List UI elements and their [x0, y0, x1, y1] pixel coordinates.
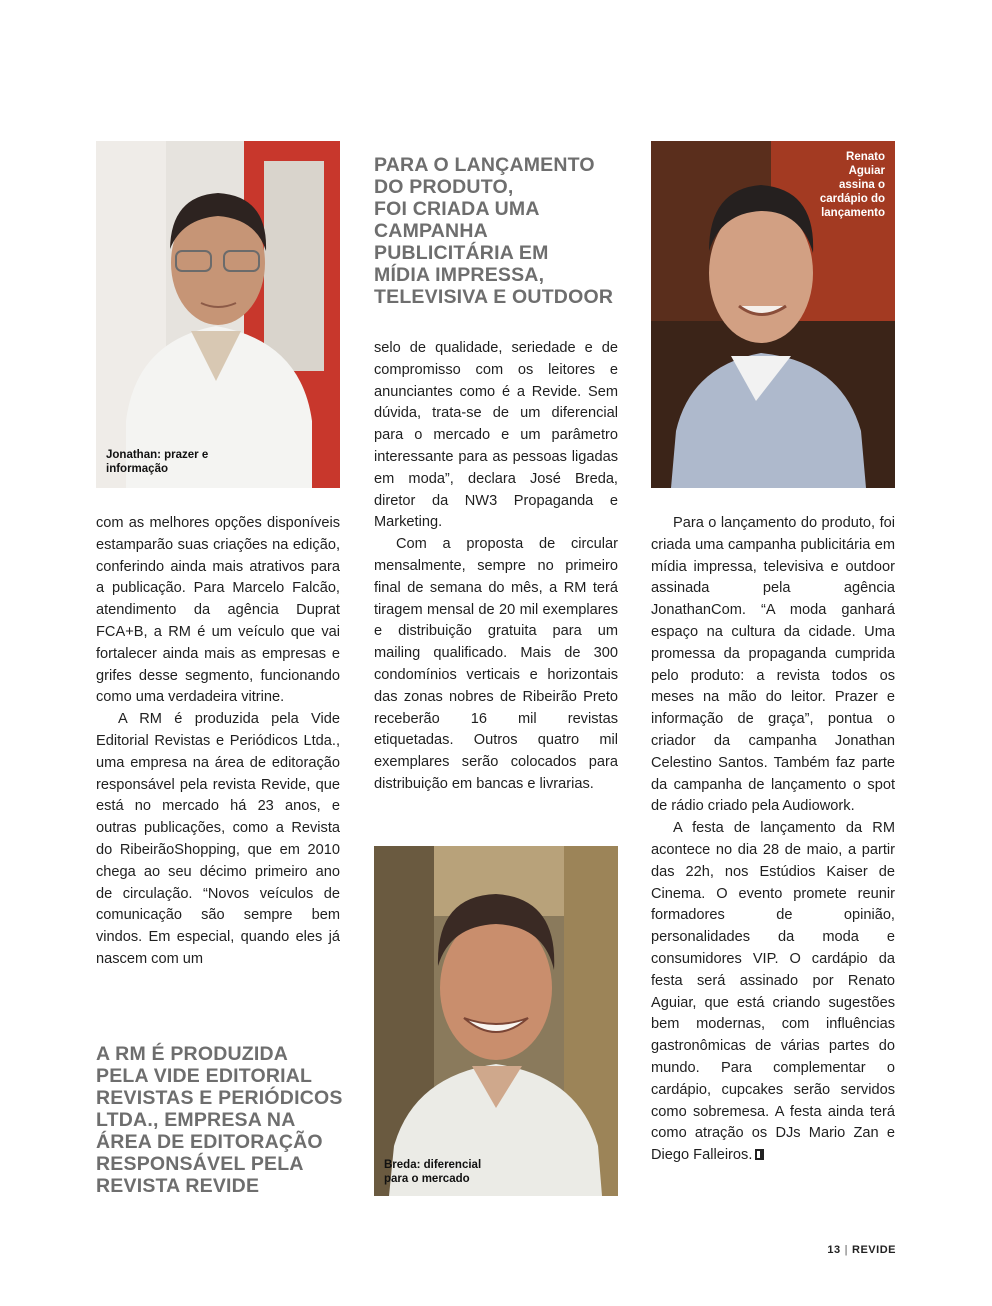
end-mark-icon: [755, 1149, 764, 1160]
pull-quote-middle: [374, 154, 624, 308]
paragraph: com as melhores opções disponíveis estamparão suas criações na edição, conferindo ainda mais atrativos para a publicação. Para Marcelo Falcão, atendimento da agência Duprat FCA+B, a RM é um veículo que vai fortalecer ainda mais as empresas e grifes desse segmento, funcionando como uma verdadeira vitrine.: [96, 515, 340, 706]
caption-line: assina o: [838, 179, 885, 191]
magazine-name: REVIDE: [852, 1244, 896, 1256]
column-left: [96, 513, 340, 971]
pull-quote-line: REVISTAS E PERIÓDICOS: [96, 1087, 343, 1109]
pull-quote-line: PUBLICITÁRIA EM: [374, 242, 549, 264]
caption-line: Jonathan: prazer e: [106, 449, 209, 461]
caption-line: Breda: diferencial: [384, 1159, 482, 1171]
column-middle: [374, 338, 618, 796]
pull-quote-line: ÁREA DE EDITORAÇÃO: [96, 1131, 323, 1153]
photo-renato-caption: [780, 150, 885, 220]
pull-quote-line: RESPONSÁVEL PELA: [96, 1153, 304, 1175]
photo-jonathan: [96, 141, 340, 488]
pull-quote-line: PELA VIDE EDITORIAL: [96, 1065, 313, 1087]
pull-quote-line: REVISTA REVIDE: [96, 1175, 260, 1197]
paragraph-text: A festa de lançamento da RM acontece no dia 28 de maio, a partir das 22h, nos Estúdios Kaiser de Cinema. O evento promete reunir formadores de opinião, personalidades da moda e consumidores VIP. O cardápio da festa será assinado por Renato Aguiar, que está criando sugestões bem modernas, com influências gastronômicas de várias partes do mundo. Para complementar o cardápio, cupcakes serão servidos como sobremesa. A festa ainda terá como atração os DJs Mario Zan e Diego Falleiros.: [651, 820, 895, 1164]
caption-line: Renato: [846, 151, 885, 163]
pull-quote-line: TELEVISIVA E OUTDOOR: [374, 286, 614, 308]
breda-portrait-image: [374, 846, 618, 1196]
jonathan-portrait-image: [96, 141, 340, 488]
caption-line: informação: [106, 463, 168, 475]
page-number: 13: [827, 1244, 841, 1256]
caption-line: cardápio do: [819, 193, 885, 205]
paragraph-last: [651, 818, 895, 1167]
pull-quote-line: DO PRODUTO,: [374, 176, 514, 198]
pull-quote-line: PARA O LANÇAMENTO: [374, 154, 595, 176]
photo-breda-caption: [384, 1158, 534, 1186]
pull-quote-line: CAMPANHA: [374, 220, 488, 242]
pull-quote-line: LTDA., EMPRESA NA: [96, 1109, 296, 1131]
photo-jonathan-caption: [106, 448, 256, 476]
pull-quote-line: A RM É PRODUZIDA: [96, 1043, 289, 1065]
pull-quote-line: MÍDIA IMPRESSA,: [374, 264, 545, 286]
paragraph: Com a proposta de circular mensalmente, sempre no primeiro final de semana do mês, a RM terá tiragem mensal de 20 mil exemplares e distribuição gratuita para um mailing qualificado. Mais de 300 condomínios verticais e horizontais das zonas nobres de Ribeirão Preto receberão 16 mil revistas etiquetadas. Outros quatro mil exemplares serão colocados para distribuição em bancas e livrarias.: [374, 536, 618, 792]
paragraph: A RM é produzida pela Vide Editorial Revistas e Periódicos Ltda., uma empresa na área de editoração responsável pela revista Revide, que está no mercado há 23 anos, e outras publicações, como a Revista do RibeirãoShopping, que em 2010 chega ao seu décimo primeiro ano de circulação. “Novos veículos de comunicação são sempre bem vindos. Em especial, quando eles já nascem com um: [96, 711, 340, 967]
pull-quote-left: [96, 1043, 356, 1197]
folio-separator: |: [844, 1244, 849, 1256]
paragraph: selo de qualidade, seriedade e de compromisso com os leitores e anunciantes como é a Revide. Sem dúvida, trata-se de um diferencial para o mercado e um parâmetro interessante para as pessoas ligadas em moda”, declara José Breda, diretor da NW3 Propaganda e Marketing.: [374, 340, 618, 531]
caption-line: Aguiar: [848, 165, 885, 177]
photo-breda: [374, 846, 618, 1196]
paragraph: Para o lançamento do produto, foi criada uma campanha publicitária em mídia impressa, televisiva e outdoor assinada pela agência JonathanCom. “A moda ganhará espaço na cultura da cidade. Uma promessa da propaganda cumprida pelo produto: a revista todos os meses na mão do leitor. Prazer e informação de graça”, pontua o criador da campanha Jonathan Celestino Santos. Também faz parte da campanha de lançamento o spot de rádio criado pela Audiowork.: [651, 515, 895, 815]
column-right: [651, 513, 895, 1167]
page-folio: [827, 1244, 896, 1256]
caption-line: lançamento: [821, 207, 885, 219]
caption-line: para o mercado: [384, 1173, 470, 1185]
pull-quote-line: FOI CRIADA UMA: [374, 198, 540, 220]
